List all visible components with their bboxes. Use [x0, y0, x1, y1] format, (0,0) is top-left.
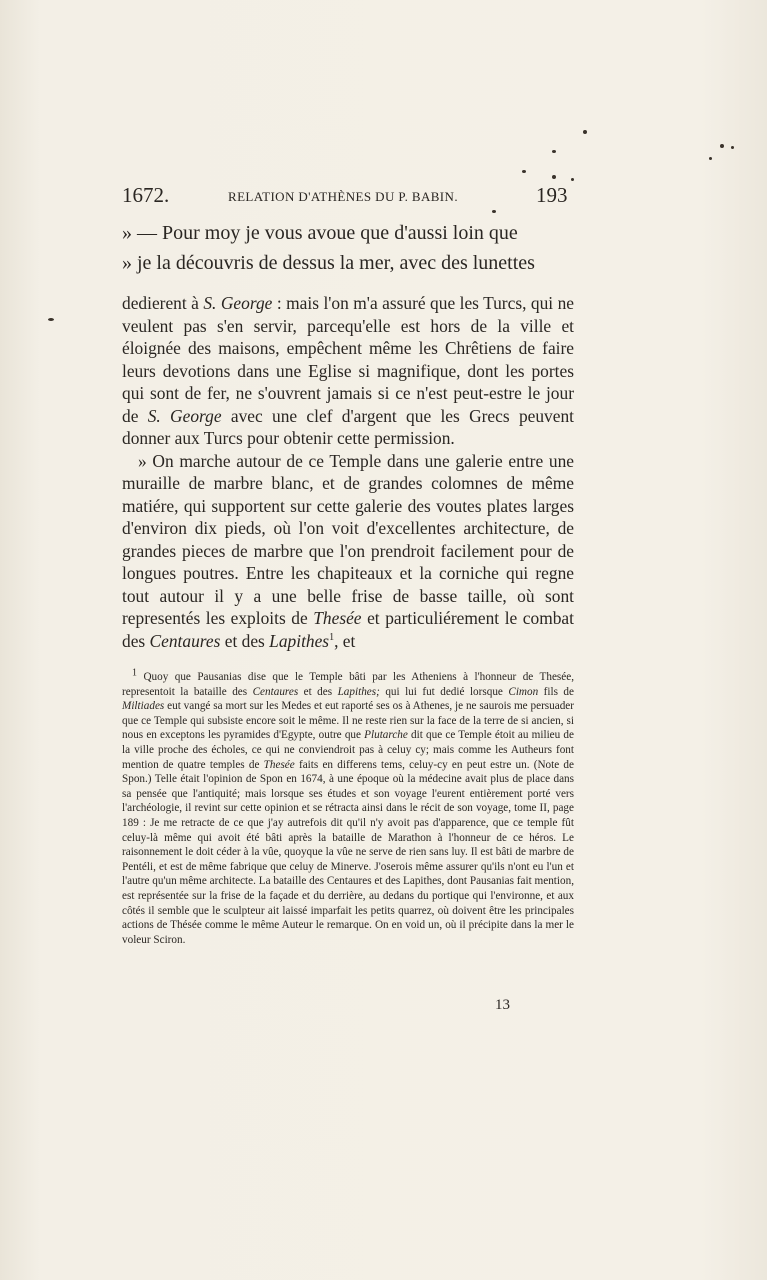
- p1-text-a: dedierent à: [122, 293, 204, 313]
- p2-text-e: et des: [220, 630, 270, 651]
- header-year: 1672.: [122, 183, 170, 207]
- page-number: 193: [536, 183, 568, 207]
- p2-name-thesee: Thesée: [313, 608, 362, 628]
- p1-text-e: avec une clef d'argent que les Grecs peuvent donner aux Turcs pour obtenir cette permission.: [122, 405, 574, 448]
- fn-lapithes: Lapithes;: [337, 685, 380, 698]
- p1-name-george: S. George: [203, 293, 273, 313]
- paragraph-2: [122, 450, 574, 653]
- footnote-mark: 1: [132, 667, 137, 679]
- fn-centaures: Centaures: [252, 685, 299, 698]
- ink-speck: [583, 130, 587, 134]
- fn-thesee: Thesée: [263, 758, 295, 771]
- fn-cimon: Cimon: [508, 685, 539, 698]
- paragraph-1: [122, 292, 574, 450]
- fn-t13: faits en differens tems, celuy-cy en peut estre un. (Note de Spon.) Telle était l'opinion de Spon en 1674, à une époque où la médecine avait plus de place dans sa pensée que l'antiquité; mais lorsque ses études et son voyage l'eurent entièrement porté vers l'archéologie, il revint sur cette opinion et se rétracta ainsi dans le récit de son voyage, tome II, page 189 : Je me retracte de ce que j'ay autrefois dit qu'il n'y avoit pas d'apparence, que ce temple fût celuy-là même qui avoit été bâti après la bataille de Marathon à l'honneur de ce héros. Le raisonnement le doit céder à la vûe, quoyque la vûe ne serve de rien sans luy. Il est bâti de marbre de Pentéli, et est de même fabrique que celuy de Minerve. J'oserois même assurer qu'ils n'ont eu l'un et l'autre qu'un même architecte. La bataille des Centaures et des Lapithes, dont Pausanias fait mention, est représentée sur la frise de la façade et du derrière, au dedans du portique qui l'environne, et aux côtés il semble que le sculpteur ait laissé imparfait les petits quarrez, où doivent être les principales actions de Thésée comme le même Auteur le remarque. On en void un, où il précipite dans la mer le voleur Sciron.: [122, 758, 574, 946]
- running-header: [122, 183, 572, 213]
- ink-speck: [731, 146, 734, 149]
- p1-name-george-2: S. George: [147, 405, 222, 426]
- footnote-text: [122, 667, 574, 947]
- ink-speck: [709, 157, 712, 160]
- fn-t9: eut vangé sa mort sur les Medes et eut raporté ses os à Athenes, je ne saurois me persuader que ce Temple qui subsiste encore soit le même. Il ne reste rien sur la face de la terre de si ancien, si nous en exceptons les pyramides d'Egypte, outre que: [122, 700, 574, 742]
- fn-t5: qui lui fut dedié lorsque: [379, 685, 509, 698]
- quote-line-1: » — Pour moy je vous avoue que d'aussi loin que: [122, 222, 518, 244]
- fn-t1: Quoy que Pausanias dise que le Temple bâti par les Atheniens à l'honneur de Thesée, representoit la bataille des: [122, 671, 574, 698]
- p2-name-centaures: Centaures: [149, 630, 221, 651]
- p2-name-lapithes: Lapithes: [269, 630, 330, 651]
- ink-speck: [552, 175, 556, 179]
- footnote: [122, 667, 574, 947]
- ink-speck: [720, 144, 724, 148]
- signature-mark: 13: [495, 997, 510, 1013]
- fn-miltiades: Miltiades: [122, 700, 165, 713]
- ink-speck: [48, 318, 54, 321]
- main-text: [122, 292, 574, 652]
- fn-t7: fils de: [538, 685, 574, 698]
- footnote-ref: 1: [329, 631, 335, 643]
- ink-speck: [571, 178, 574, 181]
- p1-text-c: : mais l'on m'a assuré que les Turcs, qui ne veulent pas s'en servir, parcequ'elle est hors de la ville et éloignée des maisons, empêchent même les Chrêtiens de faire leurs devotions dans une Eglise si magnifique, dont les portes qui sont de fer, ne s'ouvrent jamais si ce n'est peut-estre le jour de: [122, 293, 574, 426]
- ink-speck: [522, 170, 526, 173]
- p2-text-g: , et: [334, 630, 356, 651]
- header-title: RELATION D'ATHÈNES DU P. BABIN.: [228, 189, 458, 204]
- ink-speck: [552, 150, 556, 153]
- quoted-passage: [122, 218, 574, 278]
- p2-text-a: » On marche autour de ce Temple dans une galerie entre une muraille de marbre blanc, et de grandes colomnes de même matiére, qui supportent sur cette galerie des voutes plates larges d'environ dix pieds, où l'on voit d'excellentes architecture, de grandes pieces de marbre que l'on prendroit facilement pour de longues poutres. Entre les chapiteaux et la corniche qui regne tout autour il y a une belle frise de basse taille, où sont representés les exploits de: [122, 450, 574, 628]
- fn-plutarche: Plutarche: [364, 729, 408, 742]
- quote-line-2: » je la découvris de dessus la mer, avec des lunettes: [122, 252, 535, 274]
- ink-speck: [492, 210, 496, 213]
- fn-t3: et des: [298, 685, 338, 698]
- p2-text-c: et particuliérement le combat des: [122, 608, 574, 651]
- fn-t11: dit que ce Temple étoit au milieu de la ville proche des écholes, ce qui ne conviendroit pas à celuy cy; mais comme les Autheurs font mention de quatre temples de: [122, 729, 574, 771]
